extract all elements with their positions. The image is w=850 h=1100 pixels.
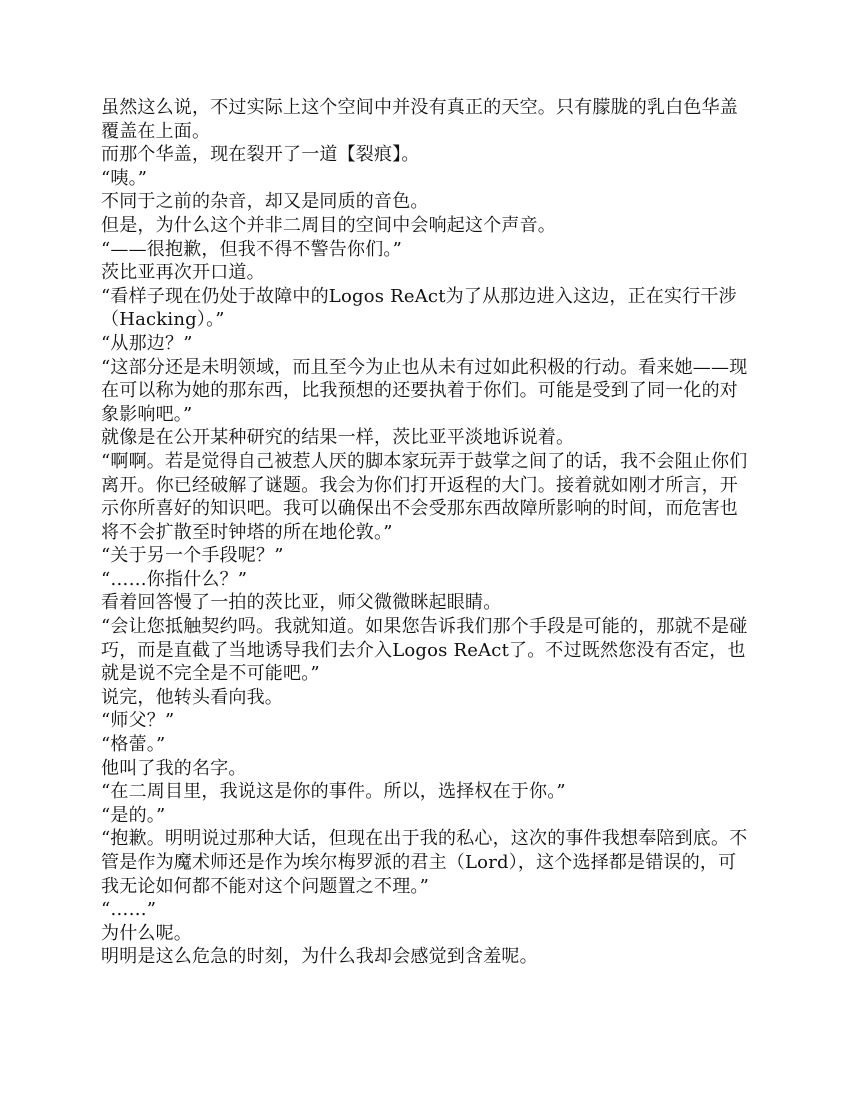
paragraph: “在二周目里，我说这是你的事件。所以，选择权在于你。” bbox=[101, 781, 566, 803]
paragraph: “师父？” bbox=[101, 710, 175, 732]
paragraph: “看样子现在仍处于故障中的Logos ReAct为了从那边进入这边，正在实行干涉（Hacking）。” bbox=[101, 285, 737, 331]
paragraph: 而那个华盖，现在裂开了一道【裂痕】。 bbox=[101, 144, 420, 166]
paragraph: 虽然这么说，不过实际上这个空间中并没有真正的天空。只有朦胧的乳白色华盖覆盖在上面。 bbox=[101, 97, 738, 142]
paragraph: “这部分还是未明领域，而且至今为止也从未有过如此积极的行动。看来她——现在可以称为她的那东西，比我预想的还要执着于你们。可能是受到了同一化的对象影响吧。” bbox=[101, 356, 748, 425]
paragraph: “格蕾。” bbox=[101, 734, 166, 756]
paragraph: “……” bbox=[101, 899, 157, 921]
paragraph: “啊啊。若是觉得自己被惹人厌的脚本家玩弄于鼓掌之间了的话，我不会阻止你们离开。你已经破解了谜题。我会为你们打开返程的大门。接着就如刚才所言，开示你所喜好的知识吧。我可以确保出不会受那东西故障所影响的时间，而危害也将不会扩散至时钟塔的所在地伦敦。” bbox=[101, 450, 748, 543]
paragraph: 就像是在公开某种研究的结果一样，茨比亚平淡地诉说着。 bbox=[101, 427, 575, 449]
paragraph: “是的。” bbox=[101, 804, 166, 826]
paragraph: “——很抱歉，但我不得不警告你们。” bbox=[101, 238, 403, 260]
paragraph: 不同于之前的杂音，却又是同质的音色。 bbox=[101, 191, 429, 213]
paragraph: “会让您抵触契约吗。我就知道。如果您告诉我们那个手段是可能的，那就不是碰巧，而是直截了当地诱导我们去介入Logos ReAct了。不过既然您没有否定，也就是说不完全是不可能吧。” bbox=[101, 616, 748, 685]
paragraph: 他叫了我的名字。 bbox=[101, 757, 247, 779]
paragraph: 明明是这么危急的时刻，为什么我却会感觉到含羞呢。 bbox=[101, 946, 538, 968]
paragraph: 但是，为什么这个并非二周目的空间中会响起这个声音。 bbox=[101, 214, 556, 236]
paragraph: “……你指什么？” bbox=[101, 568, 248, 590]
paragraph: 为什么呢。 bbox=[101, 922, 192, 944]
document-body bbox=[101, 96, 751, 969]
paragraph: 茨比亚再次开口道。 bbox=[101, 262, 265, 284]
paragraph: “抱歉。明明说过那种大话，但现在出于我的私心，这次的事件我想奉陪到底。不管是作为魔术师还是作为埃尔梅罗派的君主（Lord），这个选择都是错误的，可我无论如何都不能对这个问题置之不理。” bbox=[101, 828, 748, 897]
paragraph: 看着回答慢了一拍的茨比亚，师父微微眯起眼睛。 bbox=[101, 592, 502, 614]
paragraph: “咦。” bbox=[101, 167, 148, 189]
paragraph: “关于另一个手段呢？” bbox=[101, 545, 284, 567]
paragraph: 说完，他转头看向我。 bbox=[101, 686, 283, 708]
paragraph: “从那边？” bbox=[101, 332, 193, 354]
